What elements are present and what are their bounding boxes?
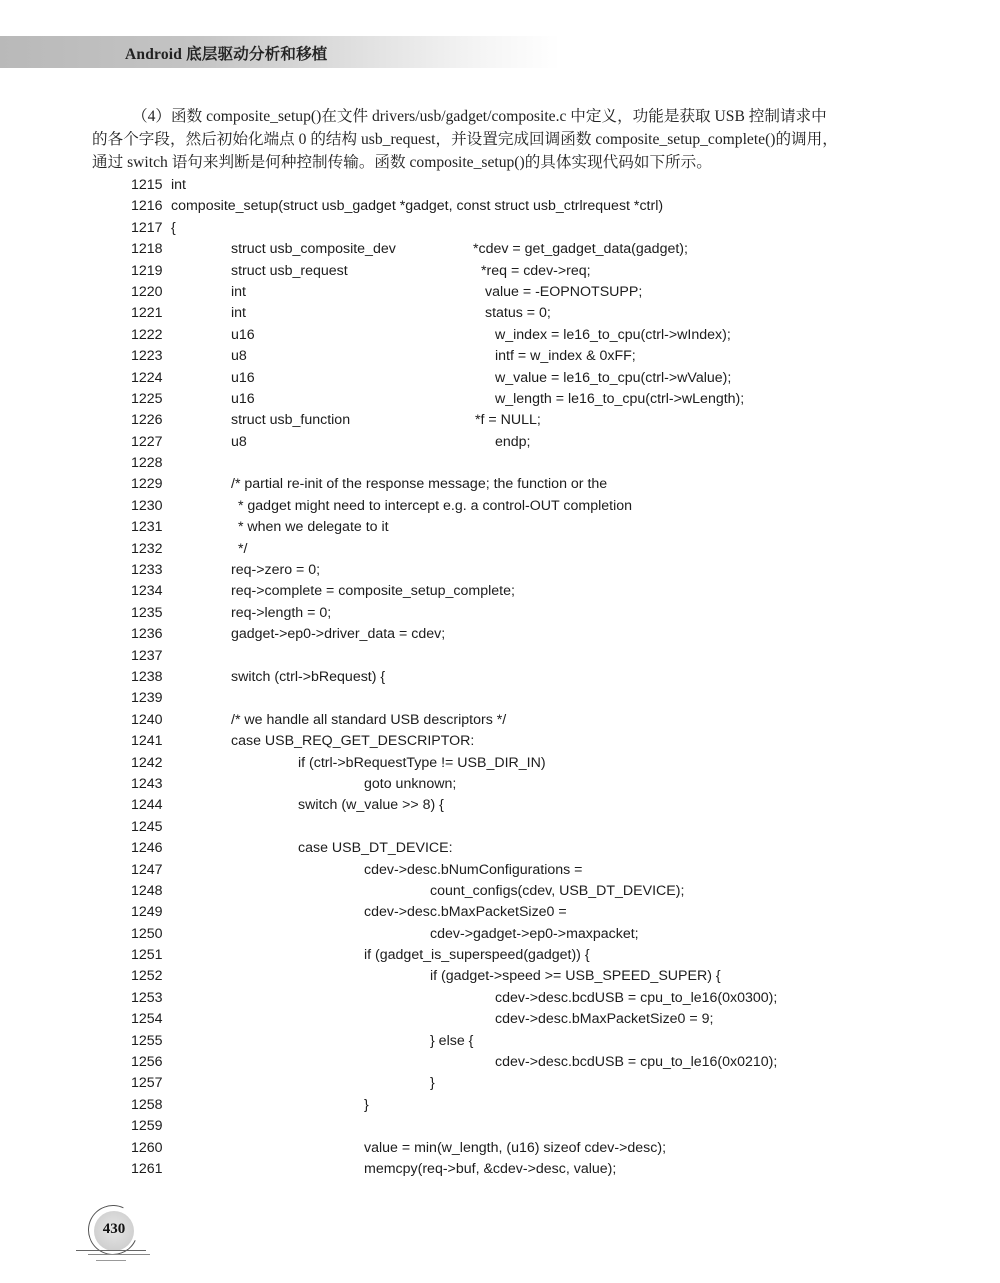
code-line: [0, 774, 1000, 795]
code-line: [0, 1095, 1000, 1116]
code-line: [0, 1073, 1000, 1094]
code-text: gadget->ep0->driver_data = cdev;: [231, 626, 446, 643]
line-number: 1221: [131, 305, 163, 322]
code-text: goto unknown;: [364, 775, 457, 792]
code-line: [0, 539, 1000, 560]
line-number: 1241: [131, 733, 163, 750]
line-number: 1224: [131, 369, 163, 386]
line-number: 1247: [131, 861, 163, 878]
code-text: req->length = 0;: [231, 604, 332, 621]
line-number: 1243: [131, 775, 163, 792]
code-text-declarator: *cdev = get_gadget_data(gadget);: [473, 241, 688, 258]
code-text: u8: [231, 348, 247, 365]
code-line: [0, 474, 1000, 495]
line-number: 1242: [131, 754, 163, 771]
line-number: 1233: [131, 562, 163, 579]
code-text: }: [364, 1096, 369, 1113]
code-line: [0, 667, 1000, 688]
code-line: [0, 988, 1000, 1009]
code-line: [0, 261, 1000, 282]
code-text: memcpy(req->buf, &cdev->desc, value);: [364, 1160, 617, 1177]
code-line: [0, 496, 1000, 517]
code-text: u16: [231, 326, 255, 343]
code-text: cdev->desc.bMaxPacketSize0 =: [364, 904, 567, 921]
code-line: [0, 282, 1000, 303]
code-text: }: [430, 1075, 435, 1092]
code-line: [0, 646, 1000, 667]
code-line: [0, 817, 1000, 838]
code-text: struct usb_function: [231, 412, 351, 429]
code-line: [0, 325, 1000, 346]
paragraph-line: （4）函数 composite_setup()在文件 drivers/usb/gadget/composite.c 中定义，功能是获取 USB 控制请求中: [132, 108, 827, 125]
line-number: 1250: [131, 925, 163, 942]
code-text: req->zero = 0;: [231, 562, 321, 579]
line-number: 1251: [131, 947, 163, 964]
code-line: [0, 1116, 1000, 1137]
code-line: [0, 1009, 1000, 1030]
line-number: 1237: [131, 647, 163, 664]
line-number: 1217: [131, 219, 163, 236]
code-line: [0, 795, 1000, 816]
page-number: 430: [102, 1221, 126, 1237]
code-text: value = min(w_length, (u16) sizeof cdev->desc);: [364, 1139, 667, 1156]
line-number: 1254: [131, 1011, 163, 1028]
code-line: [0, 453, 1000, 474]
line-number: 1261: [131, 1160, 163, 1177]
code-text: if (gadget->speed >= USB_SPEED_SUPER) {: [430, 968, 721, 985]
code-line: [0, 218, 1000, 239]
code-text: * when we delegate to it: [234, 519, 389, 536]
code-line: [0, 945, 1000, 966]
line-number: 1219: [131, 262, 163, 279]
line-number: 1232: [131, 540, 163, 557]
code-text: switch (w_value >> 8) {: [298, 797, 444, 814]
line-number: 1220: [131, 283, 163, 300]
line-number: 1238: [131, 668, 163, 685]
line-number: 1236: [131, 626, 163, 643]
code-text: cdev->desc.bNumConfigurations =: [364, 861, 583, 878]
line-number: 1248: [131, 882, 163, 899]
line-number: 1252: [131, 968, 163, 985]
code-text: req->complete = composite_setup_complete;: [231, 583, 515, 600]
code-text-declarator: w_length = le16_to_cpu(ctrl->wLength);: [495, 390, 745, 407]
intro-paragraph: [92, 105, 952, 174]
code-text: /* partial re-init of the response message; the function or the: [231, 476, 608, 493]
code-text: struct usb_composite_dev: [231, 241, 396, 258]
decorative-rule: [76, 1250, 146, 1251]
code-text-declarator: w_index = le16_to_cpu(ctrl->wIndex);: [495, 326, 731, 343]
line-number: 1216: [131, 198, 163, 215]
code-text: switch (ctrl->bRequest) {: [231, 668, 386, 685]
code-line: [0, 966, 1000, 987]
code-line: [0, 624, 1000, 645]
code-line: [0, 924, 1000, 945]
code-text: * gadget might need to intercept e.g. a control-OUT completion: [234, 497, 632, 514]
line-number: 1227: [131, 433, 163, 450]
code-text-declarator: endp;: [495, 433, 531, 450]
line-number: 1231: [131, 519, 163, 536]
code-text-declarator: *req = cdev->req;: [481, 262, 591, 279]
line-number: 1222: [131, 326, 163, 343]
code-line: [0, 731, 1000, 752]
code-line: [0, 1052, 1000, 1073]
code-text: count_configs(cdev, USB_DT_DEVICE);: [430, 882, 685, 899]
line-number: 1257: [131, 1075, 163, 1092]
code-line: [0, 838, 1000, 859]
code-text: int: [171, 177, 186, 193]
code-line: [0, 881, 1000, 902]
line-number: 1215: [131, 177, 163, 193]
code-text: {: [171, 219, 176, 236]
code-line: [0, 753, 1000, 774]
code-line: [0, 860, 1000, 881]
page-number-badge: [88, 1205, 140, 1257]
code-line: [0, 688, 1000, 709]
code-text: int: [231, 305, 246, 322]
code-listing: [0, 175, 1000, 1180]
code-line: [0, 303, 1000, 324]
code-text: cdev->desc.bcdUSB = cpu_to_le16(0x0210);: [495, 1054, 778, 1071]
code-line: [0, 239, 1000, 260]
code-text: case USB_REQ_GET_DESCRIPTOR:: [231, 733, 475, 750]
code-text-declarator: intf = w_index & 0xFF;: [495, 348, 636, 365]
line-number: 1245: [131, 818, 163, 835]
code-line: [0, 902, 1000, 923]
code-text: cdev->desc.bcdUSB = cpu_to_le16(0x0300);: [495, 989, 778, 1006]
line-number: 1258: [131, 1096, 163, 1113]
code-line: [0, 1031, 1000, 1052]
line-number: 1218: [131, 241, 163, 258]
line-number: 1244: [131, 797, 163, 814]
line-number: 1228: [131, 455, 163, 472]
line-number: 1226: [131, 412, 163, 429]
line-number: 1253: [131, 989, 163, 1006]
code-text: /* we handle all standard USB descriptors */: [231, 711, 507, 728]
code-line: [0, 368, 1000, 389]
line-number: 1249: [131, 904, 163, 921]
code-line: [0, 560, 1000, 581]
line-number: 1223: [131, 348, 163, 365]
paragraph-line: 通过 switch 语句来判断是何种控制传输。函数 composite_setup()的具体实现代码如下所示。: [92, 154, 712, 171]
code-text: u16: [231, 390, 255, 407]
line-number: 1229: [131, 476, 163, 493]
decorative-rule: [88, 1254, 150, 1255]
line-number: 1246: [131, 840, 163, 857]
line-number: 1256: [131, 1054, 163, 1071]
line-number: 1259: [131, 1118, 163, 1135]
line-number: 1255: [131, 1032, 163, 1049]
code-text-declarator: value = -EOPNOTSUPP;: [485, 283, 643, 300]
code-line: [0, 1138, 1000, 1159]
line-number: 1235: [131, 604, 163, 621]
line-number: 1260: [131, 1139, 163, 1156]
line-number: 1230: [131, 497, 163, 514]
code-text: case USB_DT_DEVICE:: [298, 840, 453, 857]
code-text: int: [231, 283, 246, 300]
code-line: [0, 432, 1000, 453]
code-text: } else {: [430, 1032, 474, 1049]
code-text: */: [234, 540, 248, 557]
code-line: [0, 517, 1000, 538]
code-text: u8: [231, 433, 247, 450]
line-number: 1225: [131, 390, 163, 407]
code-line: [0, 196, 1000, 217]
code-text: u16: [231, 369, 255, 386]
line-number: 1239: [131, 690, 163, 707]
code-line: [0, 581, 1000, 602]
line-number: 1234: [131, 583, 163, 600]
decorative-rule: [96, 1260, 126, 1261]
code-text-declarator: *f = NULL;: [475, 412, 541, 429]
code-line: [0, 389, 1000, 410]
code-text: cdev->desc.bMaxPacketSize0 = 9;: [495, 1011, 714, 1028]
code-text: if (gadget_is_superspeed(gadget)) {: [364, 947, 590, 964]
code-text-declarator: status = 0;: [485, 305, 551, 322]
line-number: 1240: [131, 711, 163, 728]
running-header-title: Android 底层驱动分析和移植: [125, 46, 328, 63]
code-line: [0, 603, 1000, 624]
code-text-declarator: w_value = le16_to_cpu(ctrl->wValue);: [495, 369, 732, 386]
code-line: [0, 410, 1000, 431]
code-text: composite_setup(struct usb_gadget *gadget, const struct usb_ctrlrequest *ctrl): [171, 198, 664, 215]
code-text: cdev->gadget->ep0->maxpacket;: [430, 925, 639, 942]
paragraph-line: 的各个字段，然后初始化端点 0 的结构 usb_request，并设置完成回调函数 composite_setup_complete()的调用，: [92, 131, 838, 148]
code-line: [0, 346, 1000, 367]
code-text: if (ctrl->bRequestType != USB_DIR_IN): [298, 754, 546, 771]
code-line: [0, 1159, 1000, 1180]
code-line: [0, 175, 1000, 196]
code-line: [0, 710, 1000, 731]
code-text: struct usb_request: [231, 262, 348, 279]
